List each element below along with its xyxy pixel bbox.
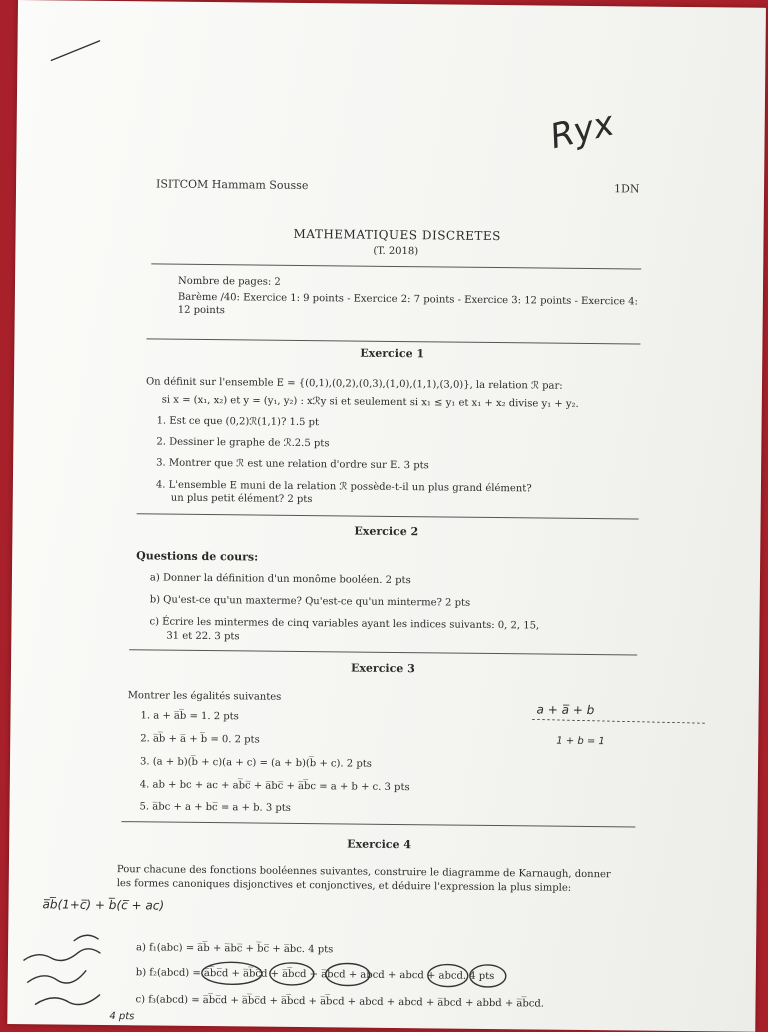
page-count: Nombre de pages: 2 bbox=[178, 275, 281, 288]
ex4-fa: a) f₁(abc) = a̅b̅ + a̅bc̅ + b̅c̅ + a̅bc. 4 pts bbox=[136, 942, 334, 956]
ex1-q2: 2. Dessiner le graphe de ℛ.2.5 pts bbox=[156, 436, 330, 450]
ex3-e5: 5. a̅bc + a + bc̅ = a + b. 3 pts bbox=[139, 801, 292, 814]
handwritten-initials bbox=[544, 90, 695, 162]
ex1-q4b: un plus petit élément? 2 pts bbox=[170, 492, 313, 506]
svg-text:4 pts: 4 pts bbox=[109, 1011, 135, 1023]
ex4-intro2: les formes canoniques disjonctives et conjonctives, et déduire l'expression la plus simple: bbox=[116, 878, 572, 894]
ex2-c2: 31 et 22. 3 pts bbox=[166, 630, 240, 643]
ex3-heading: Montrer les égalités suivantes bbox=[127, 690, 282, 703]
divider bbox=[137, 513, 639, 519]
ex2-b: b) Qu'est-ce qu'un maxterme? Qu'est-ce qu'un minterme? 2 pts bbox=[149, 594, 471, 609]
svg-text:a̅b̅(1+c̅) + b̅(c̅ + ac): a̅b̅(1+c̅) + b̅(c̅ + ac) bbox=[42, 897, 165, 913]
ex4-fb: b) f₂(abcd) = a̅b̅c̅d + a̅b̅c̅d + a̅b̅cd + a̅bcd + abcd + abcd + abcd. 4 pts bbox=[135, 967, 495, 983]
ex1-q4a: 4. L'ensemble E muni de la relation ℛ possède-t-il un plus grand élément? bbox=[155, 479, 532, 495]
bareme-line-2: 12 points bbox=[177, 304, 225, 317]
ex3-e3: 3. (a + b)(b̅ + c)(a + c) = (a + b)(b̅ + c). 2 pts bbox=[139, 756, 372, 770]
divider bbox=[146, 338, 640, 344]
divider bbox=[121, 821, 635, 827]
ex3-e4: 4. ab + bc + ac + ab̅c̅ + a̅bc̅ + a̅b̅c = a + b + c. 3 pts bbox=[139, 779, 410, 794]
divider bbox=[151, 263, 641, 269]
ex3-title: Exercice 3 bbox=[350, 661, 415, 676]
svg-text:1 + b = 1: 1 + b = 1 bbox=[556, 735, 605, 748]
class-code: 1DN bbox=[613, 182, 640, 196]
divider bbox=[129, 649, 637, 655]
ex2-title: Exercice 2 bbox=[354, 524, 419, 539]
svg-text:Ryx: Ryx bbox=[546, 103, 618, 158]
ex4-fc: c) f₃(abcd) = a̅b̅c̅d + a̅b̅c̅d + a̅b̅cd + a̅b̅cd + abcd + abcd + a̅bcd + abbd + a̅b̅cd. bbox=[135, 994, 545, 1010]
ex3-e2: 2. a̅b̅ + a̅ + b̅ = 0. 2 pts bbox=[140, 733, 260, 746]
ex2-heading: Questions de cours: bbox=[136, 549, 259, 564]
school-name: ISITCOM Hammam Sousse bbox=[156, 177, 309, 193]
ex1-q3: 3. Montrer que ℛ est une relation d'ordre sur E. 3 pts bbox=[156, 457, 429, 472]
pen-mark bbox=[47, 30, 107, 71]
ex4-intro1: Pour chacune des fonctions booléennes suivantes, construire le diagramme de Karnaugh, donner bbox=[116, 864, 611, 881]
handwritten-circles bbox=[188, 958, 508, 993]
ex1-intro: On définit sur l'ensemble E = {(0,1),(0,2),(0,3),(1,0),(1,1),(3,0)}, la relation ℛ par: bbox=[145, 376, 563, 392]
handwritten-note-ex4 bbox=[38, 890, 258, 918]
ex3-e1: 1. a + a̅b̅ = 1. 2 pts bbox=[140, 710, 239, 723]
ex2-a: a) Donner la définition d'un monôme booléen. 2 pts bbox=[149, 572, 411, 587]
ex4-title: Exercice 4 bbox=[347, 837, 412, 852]
handwritten-note-ex3 bbox=[526, 697, 717, 759]
doc-session: (T. 2018) bbox=[373, 245, 419, 258]
svg-text:a + a̅ + b: a + a̅ + b bbox=[536, 702, 595, 718]
ex1-definition: si x = (x₁, x₂) et y = (y₁, y₂) : xℛy si et seulement si x₁ ≤ y₁ et x₁ + x₂ divise y₁ + y₂. bbox=[161, 394, 579, 410]
ex1-q1: 1. Est ce que (0,2)ℛ(1,1)? 1.5 pt bbox=[156, 415, 320, 429]
ex2-c1: c) Écrire les mintermes de cinq variables ayant les indices suivants: 0, 2, 15, bbox=[149, 616, 540, 632]
bareme-line-1: Barème /40: Exercice 1: 9 points - Exercice 2: 7 points - Exercice 3: 12 points - Exercice 4: bbox=[177, 291, 638, 308]
exam-paper bbox=[7, 0, 766, 1032]
handwritten-margin-scribbles bbox=[13, 920, 174, 1026]
doc-title: MATHEMATIQUES DISCRETES bbox=[293, 226, 501, 244]
ex1-title: Exercice 1 bbox=[360, 346, 425, 361]
